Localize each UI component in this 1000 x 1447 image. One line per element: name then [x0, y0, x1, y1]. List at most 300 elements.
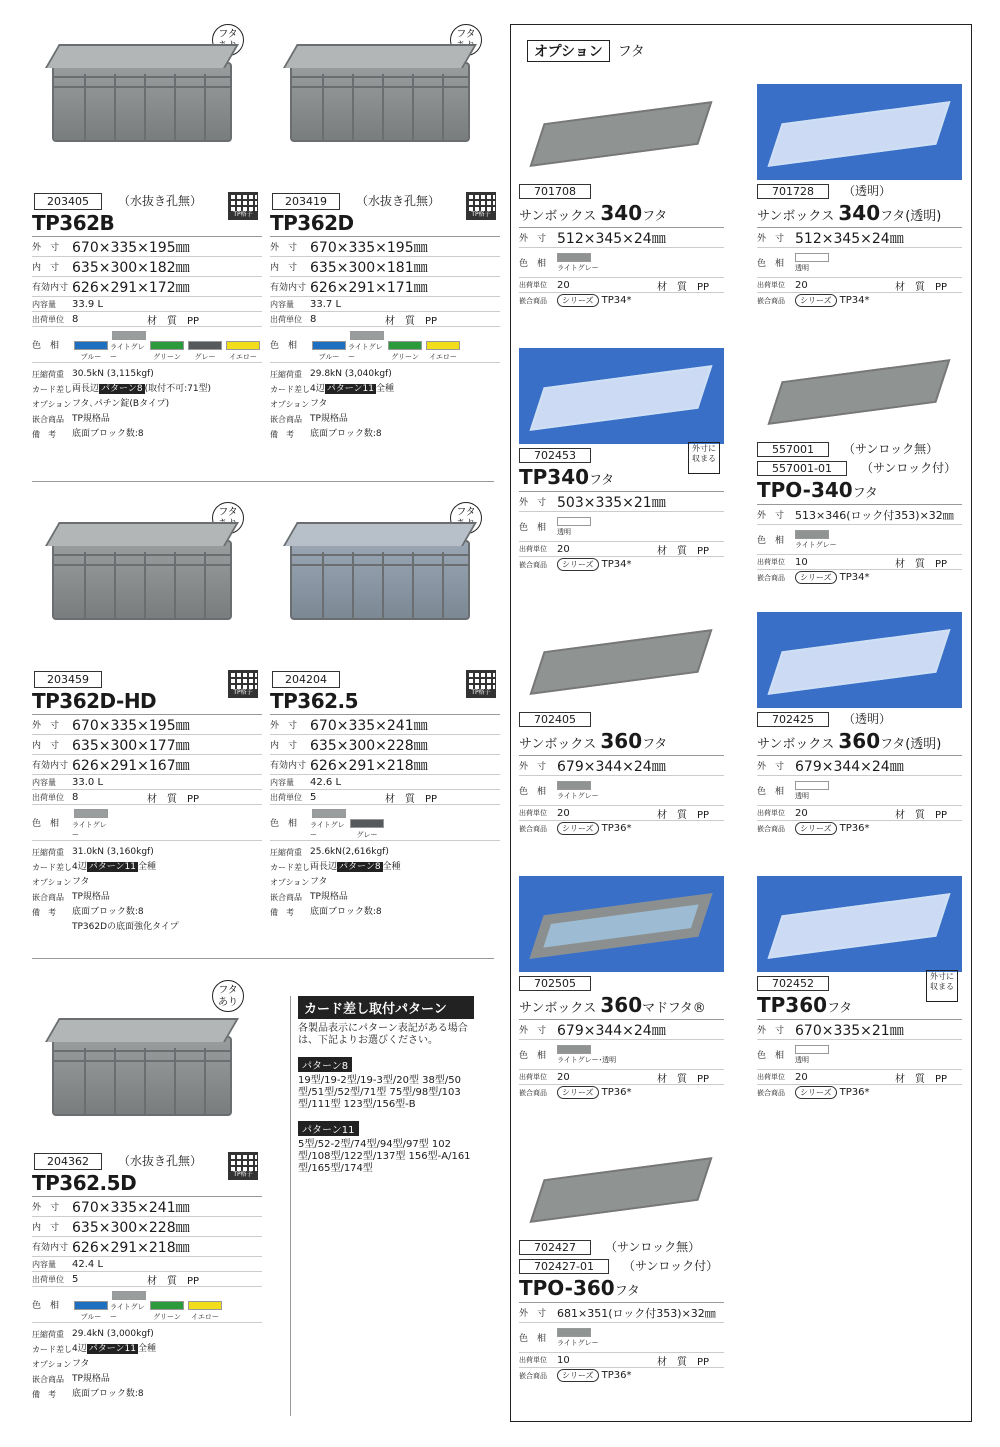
label-unit: 出荷単位 — [519, 1073, 547, 1081]
lid-name-main: 340 — [600, 201, 643, 225]
value-unit: 20 — [557, 807, 570, 819]
value-card: 両長辺 パターン8 (取付不可:71型) — [72, 384, 212, 394]
lid-row-outer — [519, 492, 724, 512]
label-color: 色 相 — [32, 819, 60, 829]
info-option — [32, 1357, 262, 1372]
value-option: フタ — [310, 877, 328, 887]
value-unit: 20 — [557, 279, 570, 291]
label-mat: 材 質 PP — [657, 1356, 710, 1368]
info-card — [270, 382, 500, 397]
lid-row-outer — [757, 228, 962, 248]
value-inner: 635×300×182㎜ — [72, 259, 190, 276]
value-unit: 20 — [795, 279, 808, 291]
lid-row-unit — [757, 555, 962, 570]
label-outer: 外 寸 — [757, 1026, 785, 1036]
container-picture — [290, 62, 470, 142]
tp-grid-icon — [228, 670, 258, 698]
lid-702425 — [757, 612, 962, 836]
value-memo2: TP362Dの底面強化タイプ — [72, 922, 179, 932]
lid-name-suffix: フタ — [827, 1001, 853, 1016]
lid-color-name: 透明 — [795, 263, 809, 272]
value-series: シリーズ TP36* — [557, 1086, 631, 1099]
value-card: 4辺 パターン11 全種 — [72, 862, 157, 872]
color-name: イエロー — [229, 353, 257, 361]
lid-picture — [767, 629, 950, 695]
lid-image — [757, 612, 962, 708]
product-name: TP362.5 — [270, 689, 500, 715]
value-compat: TP規格品 — [72, 1374, 110, 1384]
label-mat: 材 質 PP — [657, 1073, 710, 1085]
lid-name — [757, 199, 962, 228]
product-note: （水抜き孔無） — [118, 194, 203, 208]
label-load: 圧縮荷重 — [270, 848, 302, 857]
info-compat — [270, 412, 500, 427]
lid-swatch — [795, 253, 829, 273]
product-note: （水抜き孔無） — [118, 1154, 203, 1168]
lid-color-name: ライトグレー — [795, 540, 837, 549]
label-color: 色 相 — [519, 259, 547, 269]
label-compat: 嵌合商品 — [757, 1088, 785, 1097]
lid-name-suffix: フタ — [642, 737, 668, 752]
color-swatch — [148, 1301, 186, 1322]
lid-code: 702452 — [757, 976, 829, 991]
value-outer: 679×344×24㎜ — [795, 758, 904, 775]
label-option: オプション — [270, 878, 310, 887]
info-card — [32, 860, 262, 875]
lid-name-suffix: フタ(透明) — [880, 209, 942, 224]
info-load — [270, 367, 500, 382]
lid-row-color — [519, 248, 724, 278]
lid-image — [519, 84, 724, 180]
value-eff: 626×291×218㎜ — [72, 1239, 190, 1256]
value-option: フタ — [72, 1359, 90, 1369]
product-code: 203459 — [34, 671, 102, 688]
lid-name-prefix: サンボックス — [519, 737, 601, 752]
row-inner — [32, 257, 262, 277]
lid-702427 — [519, 1140, 724, 1383]
label-mat: 材 質 PP — [657, 809, 710, 821]
lid-row-outer — [519, 1020, 724, 1040]
label-cap: 内容量 — [32, 1259, 56, 1269]
lid-name — [757, 727, 962, 756]
value-option: フタ — [310, 399, 328, 409]
lid-code-2: 702427-01 — [519, 1259, 609, 1274]
lid-picture — [529, 629, 712, 695]
info-memo — [270, 427, 500, 442]
lid-name — [757, 476, 962, 505]
lid-header — [519, 1236, 724, 1255]
lid-color-name: ライトグレー — [557, 263, 599, 272]
lid-row-unit — [519, 542, 724, 557]
label-compat: 嵌合商品 — [757, 296, 785, 305]
lid-row-outer — [519, 756, 724, 776]
label-outer: 外 寸 — [32, 721, 60, 731]
product-info — [270, 367, 500, 442]
lid-name-main: TPO-340 — [757, 478, 853, 502]
label-outer: 外 寸 — [270, 243, 298, 253]
info-memo — [270, 905, 500, 920]
info-card — [32, 1342, 262, 1357]
label-card: カード差し — [270, 863, 310, 872]
label-option: オプション — [32, 400, 72, 409]
color-name: グレー — [356, 831, 378, 839]
label-mat: 材 質 PP — [385, 793, 438, 805]
row-unit — [32, 790, 262, 805]
value-outer: 681×351(ロック付353)×32㎜ — [557, 1306, 716, 1320]
lid-code: 702427 — [519, 1240, 591, 1255]
row-unit — [270, 790, 500, 805]
value-card: 4辺 パターン11 全種 — [72, 1344, 157, 1354]
lid-swatch — [795, 781, 829, 801]
color-swatch — [72, 1301, 110, 1322]
value-cap: 42.4 L — [72, 1258, 104, 1270]
label-unit: 出荷単位 — [757, 281, 785, 289]
info-option — [270, 875, 500, 890]
value-eff: 626×291×167㎜ — [72, 757, 190, 774]
lid-701708 — [519, 84, 724, 308]
lid-row-compat — [519, 293, 724, 308]
product-code: 203419 — [272, 193, 340, 210]
series-tag: シリーズ — [795, 571, 837, 584]
lid-row-outer — [519, 228, 724, 248]
label-unit: 出荷単位 — [757, 558, 785, 566]
value-load: 25.6kN(2,616kgf) — [310, 847, 389, 857]
lid-picture — [529, 893, 712, 959]
series-tag: シリーズ — [557, 1086, 599, 1099]
label-load: 圧縮荷重 — [32, 848, 64, 857]
label-inner: 内 寸 — [270, 263, 298, 273]
series-tag: シリーズ — [795, 822, 837, 835]
value-card: 両長辺 パターン8 全種 — [310, 862, 401, 872]
lid-row-unit — [519, 806, 724, 821]
product-header — [270, 668, 500, 696]
color-swatch — [310, 809, 348, 840]
value-memo: 底面ブロック数:8 — [72, 429, 144, 439]
color-swatch — [348, 819, 386, 840]
value-series: シリーズ TP34* — [557, 294, 631, 307]
label-outer: 外 寸 — [519, 1309, 547, 1319]
row-eff — [270, 277, 500, 297]
series-tag: シリーズ — [557, 294, 599, 307]
row-inner — [270, 257, 500, 277]
lid-name-main: TP360 — [757, 993, 828, 1017]
value-option: フタ — [72, 877, 90, 887]
product-image — [32, 980, 252, 1130]
color-name: グリーン — [391, 353, 419, 361]
card-panel-title: カード差し取付パターン — [298, 996, 474, 1019]
lid-row-color — [519, 512, 724, 542]
label-outer: 外 寸 — [519, 762, 547, 772]
label-outer: 外 寸 — [757, 762, 785, 772]
row-capacity — [270, 297, 500, 312]
futa-badge: フタ — [212, 24, 244, 56]
value-outer: 670×335×241㎜ — [310, 717, 428, 734]
lid-name — [519, 1274, 724, 1303]
lid-row-outer — [519, 1303, 724, 1323]
value-unit: 5 — [72, 1273, 79, 1285]
row-eff — [270, 755, 500, 775]
label-color: 色 相 — [519, 1051, 547, 1061]
lid-row-color — [519, 1323, 724, 1353]
label-memo: 備 考 — [32, 908, 56, 917]
label-card: カード差し — [270, 385, 310, 394]
value-unit: 20 — [795, 1071, 808, 1083]
value-compat: TP規格品 — [310, 892, 348, 902]
label-outer: 外 寸 — [757, 234, 785, 244]
product-name: TP362B — [32, 211, 262, 237]
lid-row-compat — [757, 570, 962, 585]
lid-note-2: （サンロック付） — [622, 1259, 719, 1273]
pattern11-label: パターン11 — [298, 1121, 359, 1136]
product-info — [270, 845, 500, 920]
lid-name-suffix: フタ — [589, 473, 615, 488]
info-memo2 — [32, 920, 262, 935]
color-swatch — [148, 341, 186, 362]
label-color: 色 相 — [270, 341, 298, 351]
value-series: シリーズ TP36* — [557, 822, 631, 835]
container-picture — [52, 540, 232, 620]
value-option: フタ､パチン錠(Bタイプ) — [72, 399, 170, 409]
lid-picture — [529, 101, 712, 167]
lid-code: 702453 — [519, 448, 591, 463]
product-image — [32, 502, 252, 632]
label-compat: 嵌合商品 — [757, 824, 785, 833]
label-cap: 内容量 — [32, 299, 56, 309]
color-name: ライトグレー — [110, 1303, 145, 1321]
lid-image — [519, 348, 724, 444]
futa-badge: フタ — [212, 502, 244, 534]
lid-row-compat — [757, 1085, 962, 1100]
value-unit: 8 — [310, 313, 317, 325]
value-unit: 20 — [795, 807, 808, 819]
lid-swatch — [795, 1045, 829, 1065]
label-eff: 有効内寸 — [270, 283, 307, 293]
product-note: （水抜き孔無） — [356, 194, 441, 208]
label-unit: 出荷単位 — [519, 1356, 547, 1364]
value-outer: 679×344×24㎜ — [557, 758, 666, 775]
info-load — [32, 1327, 262, 1342]
product-TP362D — [270, 24, 500, 442]
lid-name-main: TP340 — [519, 465, 590, 489]
label-cap: 内容量 — [270, 299, 294, 309]
info-load — [270, 845, 500, 860]
label-unit: 出荷単位 — [32, 314, 64, 324]
lid-name — [519, 727, 724, 756]
label-compat: 嵌合商品 — [519, 1088, 547, 1097]
info-compat — [32, 412, 262, 427]
label-outer: 外 寸 — [32, 243, 60, 253]
label-load: 圧縮荷重 — [32, 1330, 64, 1339]
lid-header — [757, 708, 962, 727]
label-outer: 外 寸 — [519, 234, 547, 244]
fits-inside-badge: 外寸に収まる — [926, 970, 958, 1002]
lid-row-unit — [519, 278, 724, 293]
tp-grid-icon — [466, 670, 496, 698]
lid-image — [757, 876, 962, 972]
label-compat: 嵌合商品 — [270, 415, 302, 424]
label-color: 色 相 — [757, 787, 785, 797]
lid-swatch — [557, 1328, 599, 1348]
color-name: グリーン — [153, 353, 181, 361]
row-eff — [32, 1237, 262, 1257]
lid-image — [519, 1140, 724, 1236]
label-unit: 出荷単位 — [32, 792, 64, 802]
row-capacity — [32, 1257, 262, 1272]
row-unit — [32, 312, 262, 327]
label-compat: 嵌合商品 — [270, 893, 302, 902]
product-info — [32, 1327, 262, 1402]
value-compat: TP規格品 — [310, 414, 348, 424]
value-series: シリーズ TP34* — [557, 558, 631, 571]
color-swatch — [424, 341, 462, 362]
value-unit: 10 — [557, 1354, 570, 1366]
label-compat: 嵌合商品 — [519, 1371, 547, 1380]
value-unit: 8 — [72, 313, 79, 325]
lid-row-unit — [757, 1070, 962, 1085]
lid-picture — [529, 1157, 712, 1223]
lid-note: （サンロック無） — [843, 442, 939, 456]
lid-name — [519, 991, 724, 1020]
label-unit: 出荷単位 — [519, 545, 547, 553]
series-tag: シリーズ — [795, 294, 837, 307]
value-outer: 512×345×24㎜ — [795, 230, 904, 247]
row-capacity — [32, 297, 262, 312]
label-mat: 材 質 PP — [895, 558, 948, 570]
value-unit: 8 — [72, 791, 79, 803]
lid-702453 — [519, 348, 724, 572]
label-compat: 嵌合商品 — [519, 560, 547, 569]
label-mat: 材 質 PP — [385, 315, 438, 327]
row-unit — [270, 312, 500, 327]
value-series: シリーズ TP34* — [795, 294, 869, 307]
info-compat — [32, 1372, 262, 1387]
color-swatch — [310, 341, 348, 362]
lid-swatch — [557, 253, 599, 273]
value-series: シリーズ TP34* — [795, 571, 869, 584]
label-unit: 出荷単位 — [270, 314, 302, 324]
row-outer — [32, 237, 262, 257]
lid-note: （透明） — [843, 184, 892, 198]
label-mat: 材 質 PP — [147, 1275, 200, 1287]
value-memo: 底面ブロック数:8 — [310, 429, 382, 439]
product-code: 203405 — [34, 193, 102, 210]
lid-name-main: 340 — [838, 201, 881, 225]
label-load: 圧縮荷重 — [270, 370, 302, 379]
value-cap: 33.0 L — [72, 776, 104, 788]
value-memo: 底面ブロック数:8 — [72, 1389, 144, 1399]
lid-row-compat — [757, 821, 962, 836]
color-name: ライトグレー — [110, 343, 145, 361]
label-card: カード差し — [32, 1345, 72, 1354]
lid-row-color — [757, 525, 962, 555]
label-outer: 外 寸 — [32, 1203, 60, 1213]
label-outer: 外 寸 — [270, 721, 298, 731]
lid-code: 702505 — [519, 976, 591, 991]
tp-grid-icon — [228, 1152, 258, 1180]
value-cap: 42.6 L — [310, 776, 342, 788]
grid-label: TP格子 — [229, 689, 257, 697]
label-eff: 有効内寸 — [32, 761, 69, 771]
product-name: TP362D-HD — [32, 689, 262, 715]
label-unit: 出荷単位 — [757, 809, 785, 817]
lid-header — [757, 438, 962, 457]
product-header — [32, 668, 262, 696]
label-inner: 内 寸 — [32, 741, 60, 751]
color-swatch — [386, 341, 424, 362]
label-option: オプション — [32, 878, 72, 887]
row-inner — [32, 735, 262, 755]
series-tag: シリーズ — [557, 822, 599, 835]
value-inner: 635×300×181㎜ — [310, 259, 428, 276]
lid-name-suffix: フタ — [614, 1284, 640, 1299]
option-header — [527, 40, 645, 62]
lid-row-outer — [757, 505, 962, 525]
product-TP362.5D — [32, 980, 262, 1402]
lid-color-name: ライトグレー — [557, 1338, 599, 1347]
color-name: イエロー — [429, 353, 457, 361]
value-eff: 626×291×218㎜ — [310, 757, 428, 774]
lid-color-name: 透明 — [557, 527, 571, 536]
series-tag: シリーズ — [795, 1086, 837, 1099]
lid-row-color — [757, 248, 962, 278]
lid-header — [519, 444, 724, 463]
row-eff — [32, 277, 262, 297]
tp-grid-icon — [228, 192, 258, 220]
color-swatch — [348, 331, 386, 362]
info-card — [32, 382, 262, 397]
value-outer: 670×335×195㎜ — [72, 239, 190, 256]
lid-name-main: 360 — [838, 729, 881, 753]
product-name: TP362D — [270, 211, 500, 237]
lid-header — [757, 972, 962, 991]
label-mat: 材 質 PP — [895, 1073, 948, 1085]
row-colors — [270, 805, 500, 841]
value-unit: 10 — [795, 556, 808, 568]
value-series: シリーズ TP36* — [795, 822, 869, 835]
label-memo: 備 考 — [270, 908, 294, 917]
futa-badge: フタ — [450, 24, 482, 56]
label-compat: 嵌合商品 — [757, 573, 785, 582]
lid-image — [519, 876, 724, 972]
value-series: シリーズ TP36* — [795, 1086, 869, 1099]
color-name: ブルー — [318, 353, 340, 361]
label-unit: 出荷単位 — [270, 792, 302, 802]
info-compat — [32, 890, 262, 905]
product-image — [270, 24, 490, 154]
lid-header — [519, 180, 724, 199]
value-unit: 20 — [557, 543, 570, 555]
row-colors — [270, 327, 500, 363]
label-eff: 有効内寸 — [270, 761, 307, 771]
lid-701728 — [757, 84, 962, 308]
lid-row-color — [519, 1040, 724, 1070]
row-outer — [270, 237, 500, 257]
label-mat: 材 質 PP — [147, 315, 200, 327]
label-unit: 出荷単位 — [519, 809, 547, 817]
label-compat: 嵌合商品 — [519, 296, 547, 305]
lid-702405 — [519, 612, 724, 836]
lid-557001 — [757, 342, 962, 585]
row-outer — [32, 715, 262, 735]
label-color: 色 相 — [757, 1051, 785, 1061]
info-load — [32, 845, 262, 860]
lid-header-2 — [519, 1255, 724, 1274]
label-mat: 材 質 PP — [895, 281, 948, 293]
label-outer: 外 寸 — [757, 511, 785, 521]
color-name: グレー — [194, 353, 216, 361]
container-picture — [52, 62, 232, 142]
pattern8-list: 19型/19-2型/19-3型/20型 38型/50型/51型/52型/71型 75型/98型/103型/111型 123型/156型-B — [298, 1075, 461, 1110]
